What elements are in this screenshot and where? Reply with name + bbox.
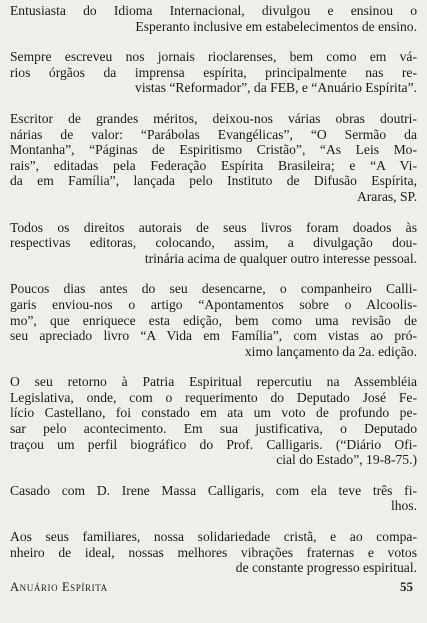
text-line: nheiro de ideal, nossas melhores vibrações fraternas e votos xyxy=(10,544,417,560)
text-line: lício Castellano, foi constado em ata um voto de profundo pe- xyxy=(10,405,417,421)
paragraph xyxy=(10,3,417,34)
text-line: lhos. xyxy=(390,498,417,514)
text-line: Sempre escreveu nos jornais rioclarenses, bem como em vá- xyxy=(10,49,417,65)
text-line: rios órgãos da imprensa espírita, principalmente nas re- xyxy=(10,64,417,80)
text-line: O seu retorno à Patria Espiritual repercutiu na Assembléia xyxy=(10,374,417,390)
text-line: Poucos dias antes do seu desencarne, o companheiro Calli- xyxy=(10,281,417,297)
text-line: Todos os direitos autorais de seus livros foram doados às xyxy=(10,219,417,235)
text-line: seu apreciado livro “A Vida em Família”, com vistas ao pró- xyxy=(10,328,417,344)
text-line: Escritor de grandes méritos, deixou-nos várias obras doutri- xyxy=(10,110,417,126)
text-line: Montanha”, “Páginas de Espiritismo Cristão”, “As Leis Mo- xyxy=(10,142,417,158)
book-page xyxy=(10,3,417,620)
paragraph xyxy=(10,281,417,359)
text-line: rais”, editadas pela Federação Espírita Brasileira; e “A Vi- xyxy=(10,157,417,173)
text-line: Legislativa, onde, com o requerimento do Deputado José Fe- xyxy=(10,389,417,405)
text-line: da em Família”, lançada pelo Instituto de Difusão Espírita, xyxy=(10,173,417,189)
running-head: Anuário Espírita xyxy=(10,580,108,594)
text-line: cial do Estado”, 19-8-75.) xyxy=(276,452,417,468)
paragraph xyxy=(10,483,417,514)
text-line: sar pelo acontecimento. Em sua justificativa, o Deputado xyxy=(10,421,417,437)
text-line: traçou um perfil biográfico do Prof. Calligaris. (“Diário Ofi- xyxy=(10,436,417,452)
page-footer xyxy=(10,579,417,595)
text-line: garis enviou-nos o artigo “Apontamentos sobre o Alcoolis- xyxy=(10,296,417,312)
text-line: Entusiasta do Idioma Internacional, divulgou e ensinou o xyxy=(10,3,417,18)
text-body xyxy=(10,3,417,576)
paragraph xyxy=(10,49,417,96)
text-line: nárias de valor: “Parábolas Evangélicas”, “O Sermão da xyxy=(10,126,417,142)
page-number: 55 xyxy=(400,579,413,594)
text-line: Casado com D. Irene Massa Calligaris, com ela teve três fi- xyxy=(10,482,417,498)
text-line: Esperanto inclusive em estabelecimentos de ensino. xyxy=(135,18,417,34)
text-line: de constante progresso espiritual. xyxy=(235,560,417,576)
paragraph xyxy=(10,220,417,267)
text-line: Araras, SP. xyxy=(356,188,417,204)
text-line: ximo lançamento da 2a. edição. xyxy=(244,343,417,359)
text-line: vistas “Reformador”, da FEB, e “Anuário Espírita”. xyxy=(135,80,417,96)
text-line: mo”, que enriquece esta edição, bem como uma revisão de xyxy=(10,312,417,328)
text-line: Aos seus familiares, nossa solidariedade cristã, e ao compa- xyxy=(10,529,417,545)
paragraph xyxy=(10,111,417,205)
paragraph xyxy=(10,374,417,468)
text-line: respectivas editoras, colocando, assim, a divulgação dou- xyxy=(10,235,417,251)
paragraph xyxy=(10,529,417,576)
text-line: trinária acima de qualquer outro interesse pessoal. xyxy=(144,250,417,266)
